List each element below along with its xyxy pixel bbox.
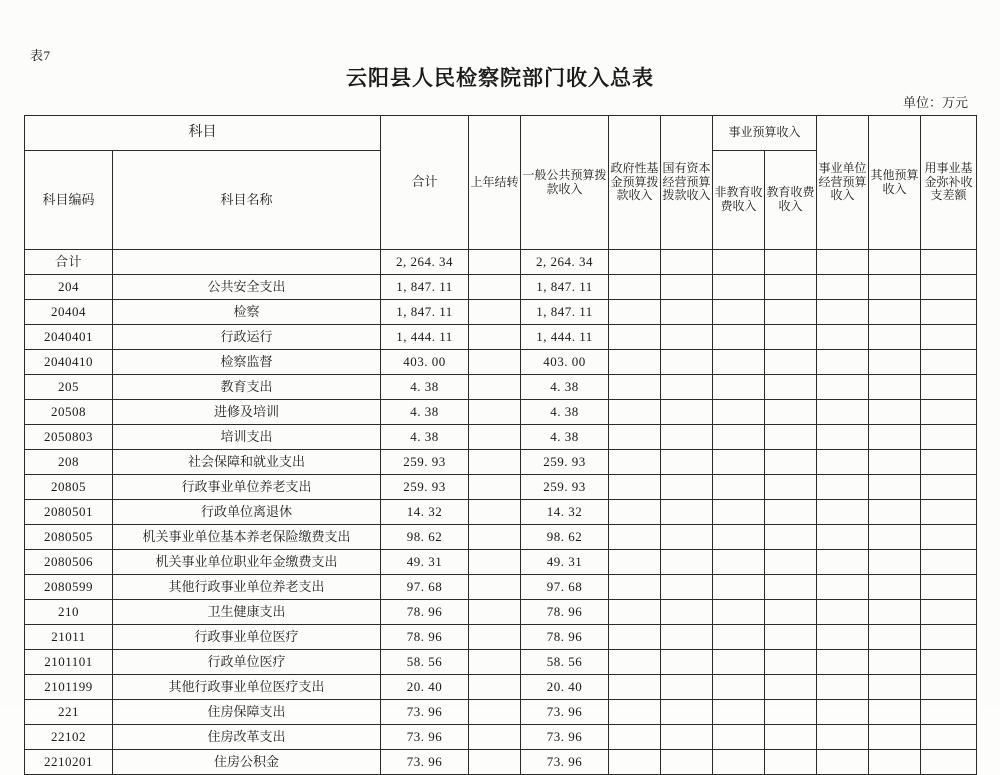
cell-business-unit-operating xyxy=(817,675,869,700)
cell-fund-offset xyxy=(921,600,977,625)
cell-subject-name: 行政事业单位养老支出 xyxy=(113,475,381,500)
table-row xyxy=(25,475,977,500)
cell-state-capital-budget xyxy=(661,650,713,675)
cell-subject-name: 卫生健康支出 xyxy=(113,600,381,625)
cell-state-capital-budget xyxy=(661,325,713,350)
cell-other-budget-income xyxy=(869,325,921,350)
cell-general-public-budget: 58. 56 xyxy=(521,650,609,675)
cell-non-edu-fee-income xyxy=(713,250,765,275)
cell-total: 259. 93 xyxy=(381,475,469,500)
cell-gov-fund-budget xyxy=(609,525,661,550)
cell-business-unit-operating xyxy=(817,550,869,575)
cell-state-capital-budget xyxy=(661,475,713,500)
cell-non-edu-fee-income xyxy=(713,700,765,725)
cell-general-public-budget: 403. 00 xyxy=(521,350,609,375)
cell-edu-fee-income xyxy=(765,250,817,275)
table-row xyxy=(25,725,977,750)
cell-other-budget-income xyxy=(869,750,921,775)
cell-fund-offset xyxy=(921,350,977,375)
cell-business-unit-operating xyxy=(817,425,869,450)
header-fund-offset: 用事业基金弥补收支差额 xyxy=(921,116,977,250)
cell-other-budget-income xyxy=(869,300,921,325)
cell-carryover xyxy=(469,425,521,450)
cell-edu-fee-income xyxy=(765,425,817,450)
cell-gov-fund-budget xyxy=(609,400,661,425)
cell-edu-fee-income xyxy=(765,725,817,750)
cell-state-capital-budget xyxy=(661,400,713,425)
cell-gov-fund-budget xyxy=(609,575,661,600)
cell-carryover xyxy=(469,750,521,775)
cell-total: 2, 264. 34 xyxy=(381,250,469,275)
cell-state-capital-budget xyxy=(661,375,713,400)
unit-note: 单位：万元 xyxy=(902,95,968,110)
cell-carryover xyxy=(469,350,521,375)
cell-total: 1, 847. 11 xyxy=(381,275,469,300)
cell-non-edu-fee-income xyxy=(713,500,765,525)
page-title: 云阳县人民检察院部门收入总表 xyxy=(346,66,654,90)
header-row-1 xyxy=(25,116,977,151)
cell-non-edu-fee-income xyxy=(713,750,765,775)
header-subject-group: 科目 xyxy=(25,116,381,151)
cell-state-capital-budget xyxy=(661,350,713,375)
cell-fund-offset xyxy=(921,375,977,400)
cell-gov-fund-budget xyxy=(609,300,661,325)
cell-general-public-budget: 14. 32 xyxy=(521,500,609,525)
cell-non-edu-fee-income xyxy=(713,275,765,300)
cell-edu-fee-income xyxy=(765,375,817,400)
table-row xyxy=(25,400,977,425)
cell-edu-fee-income xyxy=(765,275,817,300)
cell-business-unit-operating xyxy=(817,575,869,600)
cell-carryover xyxy=(469,325,521,350)
cell-fund-offset xyxy=(921,400,977,425)
cell-business-unit-operating xyxy=(817,500,869,525)
cell-carryover xyxy=(469,600,521,625)
cell-non-edu-fee-income xyxy=(713,325,765,350)
cell-subject-name: 进修及培训 xyxy=(113,400,381,425)
header-non-edu-fee-income: 非教育收费收入 xyxy=(713,151,765,250)
cell-edu-fee-income xyxy=(765,550,817,575)
cell-business-unit-operating xyxy=(817,250,869,275)
cell-fund-offset xyxy=(921,675,977,700)
cell-total: 403. 00 xyxy=(381,350,469,375)
cell-non-edu-fee-income xyxy=(713,525,765,550)
cell-subject-name: 住房保障支出 xyxy=(113,700,381,725)
cell-edu-fee-income xyxy=(765,650,817,675)
table-row xyxy=(25,450,977,475)
cell-state-capital-budget xyxy=(661,750,713,775)
cell-carryover xyxy=(469,650,521,675)
cell-state-capital-budget xyxy=(661,550,713,575)
cell-carryover xyxy=(469,675,521,700)
cell-business-unit-operating xyxy=(817,375,869,400)
cell-total: 78. 96 xyxy=(381,600,469,625)
cell-business-unit-operating xyxy=(817,650,869,675)
cell-non-edu-fee-income xyxy=(713,400,765,425)
cell-general-public-budget: 2, 264. 34 xyxy=(521,250,609,275)
cell-edu-fee-income xyxy=(765,600,817,625)
table-row xyxy=(25,250,977,275)
cell-total: 1, 847. 11 xyxy=(381,300,469,325)
cell-total: 4. 38 xyxy=(381,400,469,425)
cell-non-edu-fee-income xyxy=(713,675,765,700)
cell-edu-fee-income xyxy=(765,300,817,325)
cell-carryover xyxy=(469,275,521,300)
cell-edu-fee-income xyxy=(765,625,817,650)
table-body xyxy=(25,250,977,775)
cell-other-budget-income xyxy=(869,350,921,375)
cell-subject-code: 2040401 xyxy=(25,325,113,350)
cell-other-budget-income xyxy=(869,700,921,725)
cell-other-budget-income xyxy=(869,475,921,500)
cell-subject-name: 机关事业单位职业年金缴费支出 xyxy=(113,550,381,575)
cell-subject-name xyxy=(113,250,381,275)
cell-subject-code: 2080501 xyxy=(25,500,113,525)
cell-non-edu-fee-income xyxy=(713,375,765,400)
cell-gov-fund-budget xyxy=(609,450,661,475)
header-business-budget-income: 事业预算收入 xyxy=(713,116,817,151)
cell-general-public-budget: 1, 847. 11 xyxy=(521,275,609,300)
cell-business-unit-operating xyxy=(817,700,869,725)
cell-gov-fund-budget xyxy=(609,725,661,750)
cell-other-budget-income xyxy=(869,450,921,475)
cell-non-edu-fee-income xyxy=(713,625,765,650)
cell-other-budget-income xyxy=(869,650,921,675)
cell-fund-offset xyxy=(921,275,977,300)
header-edu-fee-income: 教育收费收入 xyxy=(765,151,817,250)
cell-other-budget-income xyxy=(869,725,921,750)
cell-gov-fund-budget xyxy=(609,375,661,400)
cell-fund-offset xyxy=(921,425,977,450)
table-row xyxy=(25,575,977,600)
cell-gov-fund-budget xyxy=(609,350,661,375)
cell-business-unit-operating xyxy=(817,525,869,550)
cell-non-edu-fee-income xyxy=(713,650,765,675)
header-subject-name: 科目名称 xyxy=(113,151,381,250)
cell-state-capital-budget xyxy=(661,575,713,600)
cell-business-unit-operating xyxy=(817,400,869,425)
cell-fund-offset xyxy=(921,475,977,500)
cell-fund-offset xyxy=(921,500,977,525)
cell-other-budget-income xyxy=(869,425,921,450)
cell-carryover xyxy=(469,550,521,575)
header-subject-code: 科目编码 xyxy=(25,151,113,250)
table-header xyxy=(25,116,977,250)
cell-total: 97. 68 xyxy=(381,575,469,600)
cell-fund-offset xyxy=(921,300,977,325)
cell-carryover xyxy=(469,400,521,425)
header-carryover: 上年结转 xyxy=(469,116,521,250)
cell-edu-fee-income xyxy=(765,750,817,775)
cell-carryover xyxy=(469,700,521,725)
cell-state-capital-budget xyxy=(661,600,713,625)
cell-gov-fund-budget xyxy=(609,500,661,525)
cell-subject-name: 行政事业单位医疗 xyxy=(113,625,381,650)
cell-general-public-budget: 73. 96 xyxy=(521,700,609,725)
cell-business-unit-operating xyxy=(817,350,869,375)
cell-subject-code: 2101199 xyxy=(25,675,113,700)
table-row xyxy=(25,700,977,725)
cell-edu-fee-income xyxy=(765,500,817,525)
cell-business-unit-operating xyxy=(817,475,869,500)
header-business-unit-operating: 事业单位经营预算收入 xyxy=(817,116,869,250)
cell-total: 20. 40 xyxy=(381,675,469,700)
table-row xyxy=(25,600,977,625)
cell-other-budget-income xyxy=(869,500,921,525)
cell-state-capital-budget xyxy=(661,300,713,325)
cell-general-public-budget: 1, 847. 11 xyxy=(521,300,609,325)
cell-subject-code: 20404 xyxy=(25,300,113,325)
cell-state-capital-budget xyxy=(661,450,713,475)
cell-subject-code: 2210201 xyxy=(25,750,113,775)
cell-subject-name: 住房改革支出 xyxy=(113,725,381,750)
cell-carryover xyxy=(469,300,521,325)
cell-gov-fund-budget xyxy=(609,425,661,450)
cell-non-edu-fee-income xyxy=(713,575,765,600)
table-row xyxy=(25,275,977,300)
cell-subject-code: 2080599 xyxy=(25,575,113,600)
cell-carryover xyxy=(469,450,521,475)
table-row xyxy=(25,550,977,575)
cell-total: 78. 96 xyxy=(381,625,469,650)
cell-total: 1, 444. 11 xyxy=(381,325,469,350)
cell-subject-code: 20805 xyxy=(25,475,113,500)
cell-carryover xyxy=(469,525,521,550)
cell-gov-fund-budget xyxy=(609,650,661,675)
cell-total: 73. 96 xyxy=(381,750,469,775)
cell-subject-name: 检察 xyxy=(113,300,381,325)
header-general-public-budget: 一般公共预算拨款收入 xyxy=(521,116,609,250)
cell-edu-fee-income xyxy=(765,700,817,725)
cell-gov-fund-budget xyxy=(609,325,661,350)
cell-non-edu-fee-income xyxy=(713,725,765,750)
cell-subject-name: 住房公积金 xyxy=(113,750,381,775)
cell-other-budget-income xyxy=(869,550,921,575)
cell-total: 49. 31 xyxy=(381,550,469,575)
table-row xyxy=(25,350,977,375)
cell-subject-name: 培训支出 xyxy=(113,425,381,450)
budget-table xyxy=(24,115,977,775)
cell-general-public-budget: 259. 93 xyxy=(521,475,609,500)
cell-edu-fee-income xyxy=(765,450,817,475)
cell-general-public-budget: 20. 40 xyxy=(521,675,609,700)
cell-other-budget-income xyxy=(869,600,921,625)
cell-gov-fund-budget xyxy=(609,275,661,300)
cell-other-budget-income xyxy=(869,250,921,275)
cell-state-capital-budget xyxy=(661,425,713,450)
cell-business-unit-operating xyxy=(817,275,869,300)
cell-other-budget-income xyxy=(869,525,921,550)
cell-gov-fund-budget xyxy=(609,625,661,650)
cell-carryover xyxy=(469,250,521,275)
cell-subject-name: 检察监督 xyxy=(113,350,381,375)
cell-fund-offset xyxy=(921,700,977,725)
cell-total: 4. 38 xyxy=(381,425,469,450)
cell-general-public-budget: 4. 38 xyxy=(521,425,609,450)
cell-non-edu-fee-income xyxy=(713,450,765,475)
cell-non-edu-fee-income xyxy=(713,600,765,625)
cell-state-capital-budget xyxy=(661,500,713,525)
cell-total: 4. 38 xyxy=(381,375,469,400)
table-row xyxy=(25,325,977,350)
cell-state-capital-budget xyxy=(661,725,713,750)
cell-gov-fund-budget xyxy=(609,475,661,500)
cell-business-unit-operating xyxy=(817,600,869,625)
cell-fund-offset xyxy=(921,750,977,775)
cell-total: 58. 56 xyxy=(381,650,469,675)
cell-gov-fund-budget xyxy=(609,750,661,775)
cell-fund-offset xyxy=(921,650,977,675)
cell-subject-code: 204 xyxy=(25,275,113,300)
cell-general-public-budget: 78. 96 xyxy=(521,600,609,625)
cell-subject-name: 社会保障和就业支出 xyxy=(113,450,381,475)
table-row xyxy=(25,375,977,400)
table-row xyxy=(25,425,977,450)
cell-other-budget-income xyxy=(869,675,921,700)
cell-gov-fund-budget xyxy=(609,675,661,700)
header-other-budget-income: 其他预算收入 xyxy=(869,116,921,250)
cell-business-unit-operating xyxy=(817,625,869,650)
cell-subject-name: 其他行政事业单位养老支出 xyxy=(113,575,381,600)
cell-carryover xyxy=(469,575,521,600)
cell-fund-offset xyxy=(921,625,977,650)
cell-edu-fee-income xyxy=(765,575,817,600)
cell-business-unit-operating xyxy=(817,325,869,350)
cell-general-public-budget: 73. 96 xyxy=(521,725,609,750)
cell-business-unit-operating xyxy=(817,750,869,775)
cell-subject-code: 合计 xyxy=(25,250,113,275)
cell-state-capital-budget xyxy=(661,675,713,700)
cell-subject-name: 公共安全支出 xyxy=(113,275,381,300)
cell-gov-fund-budget xyxy=(609,600,661,625)
cell-subject-code: 2050803 xyxy=(25,425,113,450)
table-row xyxy=(25,750,977,775)
cell-gov-fund-budget xyxy=(609,550,661,575)
table-row xyxy=(25,525,977,550)
table-row xyxy=(25,675,977,700)
cell-subject-name: 行政单位医疗 xyxy=(113,650,381,675)
cell-other-budget-income xyxy=(869,400,921,425)
cell-general-public-budget: 4. 38 xyxy=(521,375,609,400)
cell-total: 73. 96 xyxy=(381,725,469,750)
cell-other-budget-income xyxy=(869,275,921,300)
cell-carryover xyxy=(469,500,521,525)
cell-subject-code: 210 xyxy=(25,600,113,625)
cell-state-capital-budget xyxy=(661,625,713,650)
cell-subject-code: 2040410 xyxy=(25,350,113,375)
cell-fund-offset xyxy=(921,550,977,575)
cell-subject-code: 2080506 xyxy=(25,550,113,575)
cell-other-budget-income xyxy=(869,375,921,400)
cell-carryover xyxy=(469,475,521,500)
cell-fund-offset xyxy=(921,575,977,600)
cell-business-unit-operating xyxy=(817,300,869,325)
cell-subject-name: 其他行政事业单位医疗支出 xyxy=(113,675,381,700)
cell-non-edu-fee-income xyxy=(713,300,765,325)
cell-subject-code: 21011 xyxy=(25,625,113,650)
cell-state-capital-budget xyxy=(661,700,713,725)
cell-subject-code: 20508 xyxy=(25,400,113,425)
cell-gov-fund-budget xyxy=(609,250,661,275)
cell-general-public-budget: 1, 444. 11 xyxy=(521,325,609,350)
cell-fund-offset xyxy=(921,450,977,475)
cell-state-capital-budget xyxy=(661,250,713,275)
cell-state-capital-budget xyxy=(661,525,713,550)
cell-subject-code: 208 xyxy=(25,450,113,475)
cell-edu-fee-income xyxy=(765,325,817,350)
cell-subject-code: 2080505 xyxy=(25,525,113,550)
cell-edu-fee-income xyxy=(765,675,817,700)
cell-non-edu-fee-income xyxy=(713,350,765,375)
cell-total: 14. 32 xyxy=(381,500,469,525)
cell-fund-offset xyxy=(921,525,977,550)
cell-general-public-budget: 49. 31 xyxy=(521,550,609,575)
header-state-capital-budget: 国有资本经营预算拨款收入 xyxy=(661,116,713,250)
cell-subject-code: 205 xyxy=(25,375,113,400)
cell-general-public-budget: 4. 38 xyxy=(521,400,609,425)
cell-other-budget-income xyxy=(869,625,921,650)
cell-fund-offset xyxy=(921,250,977,275)
table-row xyxy=(25,650,977,675)
table-row xyxy=(25,300,977,325)
cell-business-unit-operating xyxy=(817,450,869,475)
cell-subject-name: 行政单位离退休 xyxy=(113,500,381,525)
table-row xyxy=(25,500,977,525)
cell-total: 73. 96 xyxy=(381,700,469,725)
cell-subject-name: 教育支出 xyxy=(113,375,381,400)
cell-edu-fee-income xyxy=(765,350,817,375)
cell-subject-name: 机关事业单位基本养老保险缴费支出 xyxy=(113,525,381,550)
cell-edu-fee-income xyxy=(765,525,817,550)
cell-non-edu-fee-income xyxy=(713,550,765,575)
header-gov-fund-budget: 政府性基金预算拨款收入 xyxy=(609,116,661,250)
cell-non-edu-fee-income xyxy=(713,475,765,500)
cell-subject-code: 2101101 xyxy=(25,650,113,675)
cell-total: 259. 93 xyxy=(381,450,469,475)
cell-other-budget-income xyxy=(869,575,921,600)
cell-state-capital-budget xyxy=(661,275,713,300)
cell-carryover xyxy=(469,725,521,750)
cell-edu-fee-income xyxy=(765,400,817,425)
cell-carryover xyxy=(469,375,521,400)
cell-business-unit-operating xyxy=(817,725,869,750)
cell-subject-code: 221 xyxy=(25,700,113,725)
cell-edu-fee-income xyxy=(765,475,817,500)
cell-fund-offset xyxy=(921,325,977,350)
cell-gov-fund-budget xyxy=(609,700,661,725)
cell-total: 98. 62 xyxy=(381,525,469,550)
sheet-label: 表7 xyxy=(30,48,51,63)
cell-subject-name: 行政运行 xyxy=(113,325,381,350)
cell-carryover xyxy=(469,625,521,650)
cell-general-public-budget: 78. 96 xyxy=(521,625,609,650)
header-total: 合计 xyxy=(381,116,469,250)
cell-general-public-budget: 73. 96 xyxy=(521,750,609,775)
table-row xyxy=(25,625,977,650)
cell-general-public-budget: 259. 93 xyxy=(521,450,609,475)
cell-general-public-budget: 97. 68 xyxy=(521,575,609,600)
cell-fund-offset xyxy=(921,725,977,750)
cell-general-public-budget: 98. 62 xyxy=(521,525,609,550)
cell-subject-code: 22102 xyxy=(25,725,113,750)
cell-non-edu-fee-income xyxy=(713,425,765,450)
